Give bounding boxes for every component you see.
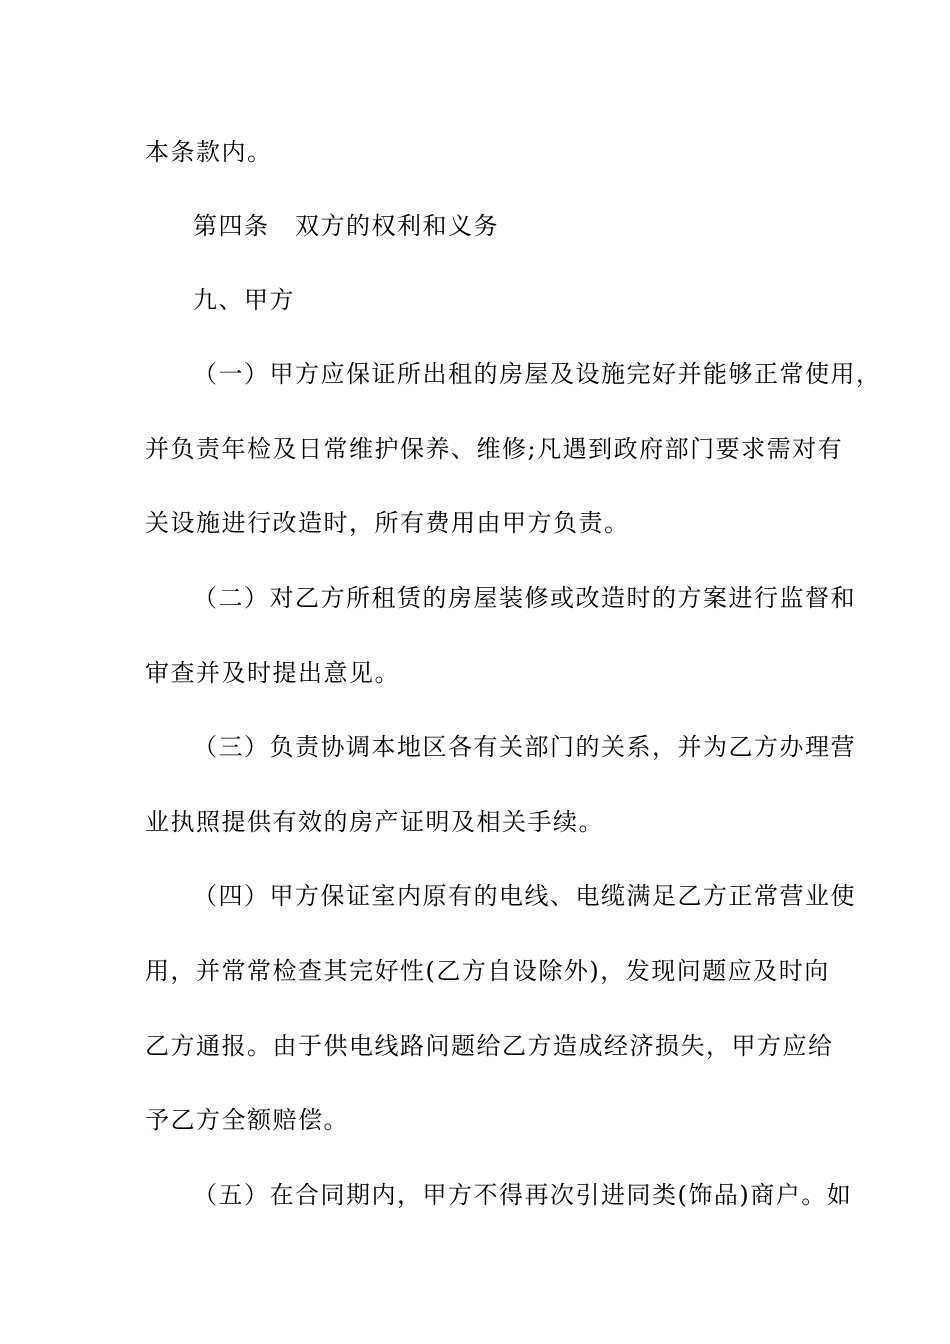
clause-1-line-3: 关设施进行改造时，所有费用由甲方负责。: [145, 509, 630, 537]
section-heading: 九、甲方: [193, 286, 295, 314]
clause-4-line-3: 乙方通报。由于供电线路问题给乙方造成经济损失，甲方应给: [145, 1032, 834, 1060]
clause-3-line-2: 业执照提供有效的房产证明及相关手续。: [145, 808, 604, 836]
article-heading: 第四条 双方的权利和义务: [193, 212, 499, 240]
clause-1-line-2: 并负责年检及日常维护保养、维修;凡遇到政府部门要求需对有: [145, 435, 844, 463]
clause-4-line-4: 予乙方全额赔偿。: [145, 1106, 349, 1134]
clause-4-line-2: 用，并常常检查其完好性(乙方自设除外)，发现问题应及时向: [145, 957, 830, 985]
clause-5-line-1: （五）在合同期内，甲方不得再次引进同类(饰品)商户。如: [193, 1181, 853, 1209]
text-line: 本条款内。: [145, 138, 273, 166]
clause-2-line-2: 审查并及时提出意见。: [145, 659, 400, 687]
clause-3-line-1: （三）负责协调本地区各有关部门的关系，并为乙方办理营: [193, 733, 856, 761]
clause-1-line-1: （一）甲方应保证所出租的房屋及设施完好并能够正常使用，: [193, 360, 882, 388]
clause-2-line-1: （二）对乙方所租赁的房屋装修或改造时的方案进行监督和: [193, 584, 856, 612]
clause-4-line-1: （四）甲方保证室内原有的电线、电缆满足乙方正常营业使: [193, 882, 856, 910]
